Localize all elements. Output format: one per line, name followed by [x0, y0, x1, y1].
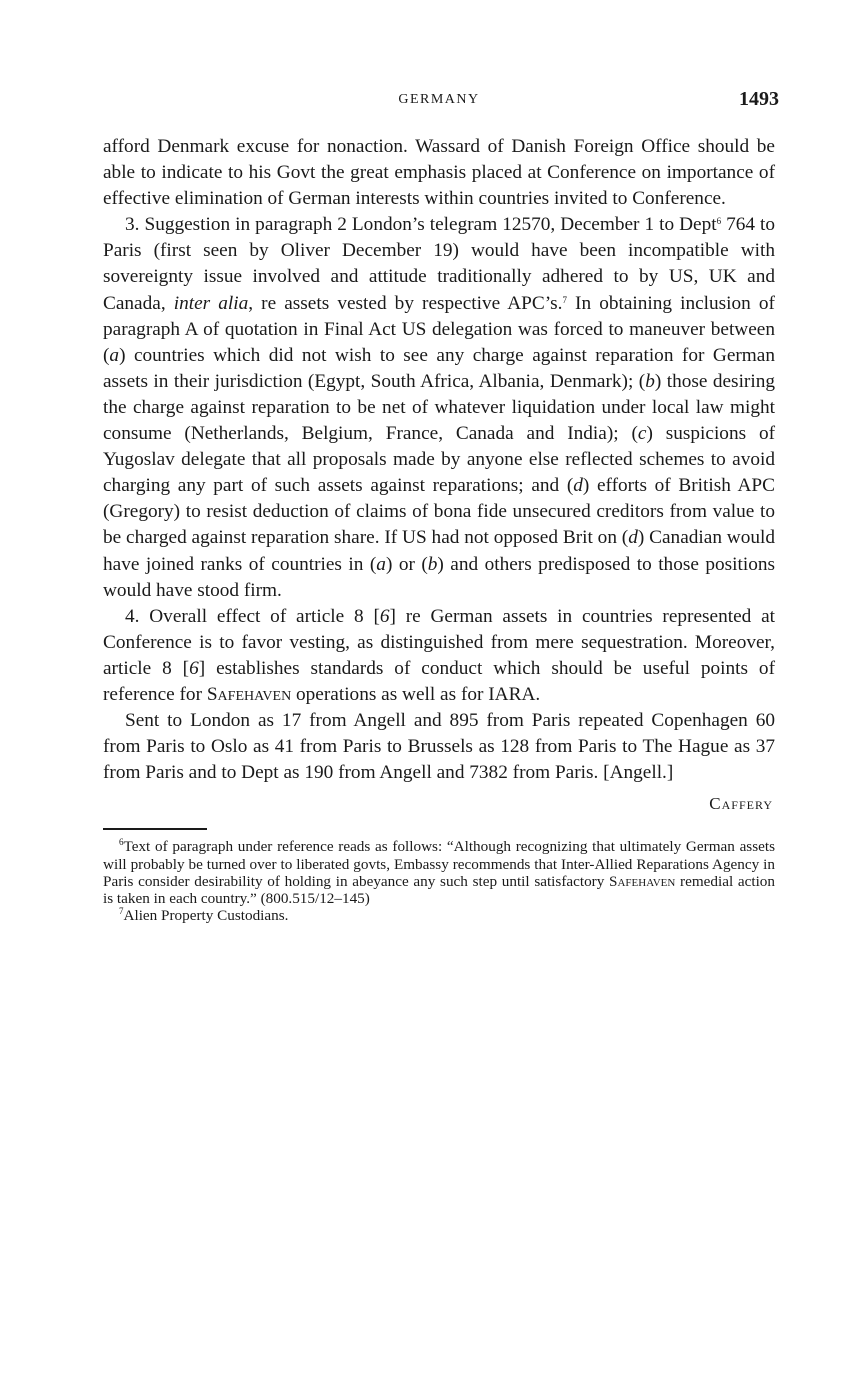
- page-header: [103, 88, 779, 118]
- safehaven-term-footnote: Safehaven: [609, 872, 676, 890]
- footnote-ref-7: 7: [562, 294, 567, 305]
- footnote-6: $^6$Text of paragraph under reference reads as follows: “Although recognizing that ultimately German assets will probably be turned over to liberated govts, Embassy recommends that Inter-Allied Reparations Agency in Paris consider desirability of holding in abeyance any such step until satisfactory Safehaven remedial action is taken in each country.” (800.515/12–145): [103, 837, 775, 907]
- footnote-marker-6: 6: [119, 837, 124, 848]
- paragraph-3: 3. Suggestion in paragraph 2 London’s telegram 12570, December 1 to Dept$^6$ 764 to Paris (first seen by Oliver December 19) would have been incompatible with sovereignty issue involved and attitude traditionally adhered to by US, UK and Canada, inter alia, re assets vested by respective APC’s.$^7$ In obtaining inclusion of paragraph A of quotation in Final Act US delegation was forced to maneuver between (a) countries which did not wish to see any charge against reparation for German assets in their jurisdiction (Egypt, South Africa, Albania, Denmark); (b) those desiring the charge against reparation to be net of whatever liquidation under local law might consume (Netherlands, Belgium, France, Canada and India); (c) suspicions of Yugoslav delegate that all proposals made by anyone else reflected schemes to avoid charging any part of such assets against reparations; and (d) efforts of British APC (Gregory) to resist deduction of claims of bona fide unsecured creditors from value to be charged against reparation share. If US had not opposed Brit on (d) Canadian would have joined ranks of countries in (a) or (b) and others predisposed to those positions would have stood firm.: [103, 214, 776, 601]
- footnote-ref-6: 6: [716, 216, 722, 227]
- page-number: 1493: [739, 88, 779, 110]
- running-head: GERMANY: [398, 92, 480, 107]
- paragraph-4: 4. Overall effect of article 8 [6] re German assets in countries represented at Conference is to favor vesting, as distinguished from mere sequestration. Moreover, article 8 [6] establishes standards of conduct which should be useful points of reference for Safehaven operations as well as for IARA.: [103, 605, 775, 705]
- paragraph-sent-to: Sent to London as 17 from Angell and 895 from Paris repeated Copenhagen 60 from Paris to Oslo as 41 from Paris to Brussels as 128 from Paris to The Hague as 37 from Paris and to Dept as 190 from Angell and 7382 from Paris. [Angell.]: [103, 710, 775, 784]
- footnote-7: $^7$Alien Property Custodians.: [119, 906, 289, 925]
- footnote-marker-7: 7: [119, 906, 124, 917]
- footnotes: [103, 838, 775, 924]
- safehaven-term: Safehaven: [206, 683, 292, 705]
- paragraph-continuation: afford Denmark excuse for nonaction. Wassard of Danish Foreign Office should be able to indicate to his Govt the great emphasis placed at Conference on importance of effective elimination of German interests within countries invited to Conference.: [103, 136, 775, 210]
- signature: Caffery: [709, 794, 773, 814]
- body-text: [103, 134, 775, 786]
- document-page: [103, 88, 779, 925]
- footnote-divider: [103, 828, 207, 830]
- inter-alia-italic: inter alia: [173, 292, 249, 314]
